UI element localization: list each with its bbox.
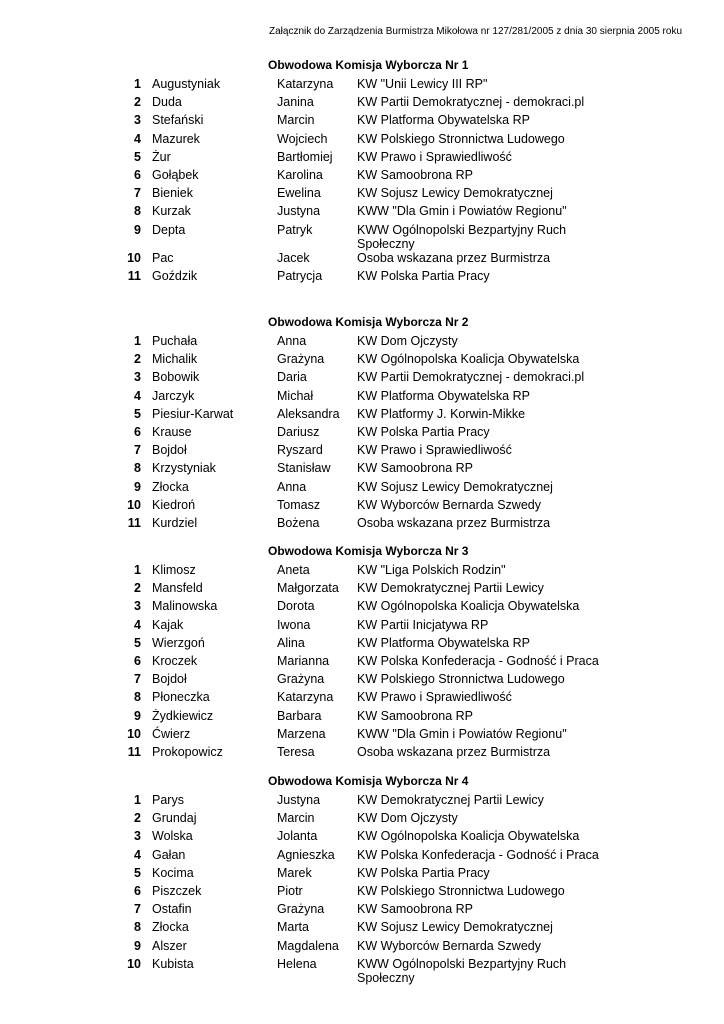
member-organization: KW Samoobrona RP xyxy=(357,902,474,917)
member-number: 1 xyxy=(134,77,141,91)
member-last-name: Parys xyxy=(152,793,184,807)
member-number: 3 xyxy=(134,829,141,844)
member-first-name: Justyna xyxy=(277,793,321,807)
member-first-name: Piotr xyxy=(277,883,303,898)
member-first-name: Dariusz xyxy=(277,424,320,439)
member-last-name: Michalik xyxy=(152,352,198,367)
member-first-name: Helena xyxy=(277,956,317,971)
member-first-name: Janina xyxy=(277,95,314,110)
member-row xyxy=(0,791,724,809)
member-number: 8 xyxy=(134,461,141,476)
member-last-name: Mazurek xyxy=(152,131,200,146)
member-organization: KW Ogólnopolska Koalicja Obywatelska xyxy=(357,829,580,844)
member-organization: KW Prawo i Sprawiedliwość xyxy=(357,149,512,164)
member-last-name: Kurdziel xyxy=(152,515,198,530)
member-organization: KW Partii Inicjatywa RP xyxy=(357,617,489,632)
member-row xyxy=(0,707,724,725)
member-number: 10 xyxy=(127,250,141,265)
member-number: 1 xyxy=(134,563,141,577)
member-row xyxy=(0,405,724,423)
member-number: 9 xyxy=(134,222,141,237)
member-organization: Osoba wskazana przez Burmistrza xyxy=(357,250,551,265)
member-first-name: Teresa xyxy=(277,744,315,759)
member-number: 4 xyxy=(134,617,141,632)
member-number: 3 xyxy=(134,370,141,385)
member-row xyxy=(0,202,724,220)
member-row xyxy=(0,166,724,184)
member-last-name: Złocka xyxy=(152,479,189,494)
member-number: 4 xyxy=(134,131,141,146)
member-last-name: Żydkiewicz xyxy=(152,708,214,723)
member-organization: KW "Unii Lewicy III RP" xyxy=(357,77,488,91)
member-number: 10 xyxy=(127,497,141,512)
member-last-name: Żur xyxy=(152,149,171,164)
member-row xyxy=(0,918,724,936)
member-last-name: Malinowska xyxy=(152,599,218,614)
member-row xyxy=(0,75,724,93)
member-last-name: Prokopowicz xyxy=(152,744,223,759)
members-list xyxy=(0,75,724,285)
member-first-name: Dorota xyxy=(277,599,315,614)
member-row xyxy=(0,809,724,827)
member-row xyxy=(0,111,724,129)
member-last-name: Ostafin xyxy=(152,902,192,917)
member-organization: KWW Ogólnopolski Bezpartyjny Ruch Społeczny xyxy=(357,222,567,251)
member-number: 11 xyxy=(127,268,141,283)
member-last-name: Bobowik xyxy=(152,370,200,385)
member-first-name: Bożena xyxy=(277,515,320,530)
member-number: 1 xyxy=(134,793,141,807)
member-last-name: Bojdoł xyxy=(152,672,187,687)
member-organization: Osoba wskazana przez Burmistrza xyxy=(357,744,551,759)
member-organization: KW "Liga Polskich Rodzin" xyxy=(357,563,506,577)
member-row xyxy=(0,496,724,514)
member-organization: KW Partii Demokratycznej - demokraci.pl xyxy=(357,95,585,110)
member-last-name: Płoneczka xyxy=(152,690,210,705)
member-first-name: Katarzyna xyxy=(277,77,334,91)
member-row xyxy=(0,514,724,532)
member-number: 2 xyxy=(134,95,141,110)
member-row xyxy=(0,332,724,350)
member-first-name: Marcin xyxy=(277,811,315,826)
member-first-name: Grażyna xyxy=(277,352,325,367)
member-first-name: Wojciech xyxy=(277,131,328,146)
member-last-name: Kocima xyxy=(152,865,194,880)
member-row xyxy=(0,561,724,579)
member-last-name: Bieniek xyxy=(152,186,193,201)
member-first-name: Marianna xyxy=(277,653,330,668)
member-row xyxy=(0,597,724,615)
member-organization: KW Prawo i Sprawiedliwość xyxy=(357,690,512,705)
member-last-name: Depta xyxy=(152,222,186,237)
member-organization: KW Polskiego Stronnictwa Ludowego xyxy=(357,131,565,146)
member-number: 7 xyxy=(134,443,141,458)
member-number: 6 xyxy=(134,167,141,182)
member-organization: KW Polska Konfederacja - Godność i Praca xyxy=(357,653,599,668)
member-first-name: Anna xyxy=(277,334,307,348)
member-number: 8 xyxy=(134,920,141,935)
member-last-name: Piesiur-Karwat xyxy=(152,406,234,421)
member-first-name: Bartłomiej xyxy=(277,149,333,164)
member-organization: KW Polska Partia Pracy xyxy=(357,268,490,283)
member-row xyxy=(0,616,724,634)
member-last-name: Kajak xyxy=(152,617,184,632)
member-last-name: Alszer xyxy=(152,938,187,953)
section-title: Obwodowa Komisja Wyborcza Nr 3 xyxy=(268,544,469,558)
member-organization: KWW "Dla Gmin i Powiatów Regionu" xyxy=(357,204,567,219)
member-number: 11 xyxy=(127,744,141,759)
section-title: Obwodowa Komisja Wyborcza Nr 1 xyxy=(268,58,469,72)
member-organization: KWW "Dla Gmin i Powiatów Regionu" xyxy=(357,726,567,741)
member-organization: KW Wyborców Bernarda Szwedy xyxy=(357,497,541,512)
section-title: Obwodowa Komisja Wyborcza Nr 2 xyxy=(268,315,469,329)
member-first-name: Patryk xyxy=(277,222,313,237)
member-row xyxy=(0,459,724,477)
header-note: Załącznik do Zarządzenia Burmistrza Mikołowa nr 127/281/2005 z dnia 30 sierpnia 2005 roku xyxy=(269,26,683,37)
member-number: 7 xyxy=(134,186,141,201)
member-first-name: Tomasz xyxy=(277,497,321,512)
member-first-name: Jacek xyxy=(277,250,310,265)
member-row xyxy=(0,900,724,918)
member-number: 7 xyxy=(134,672,141,687)
member-last-name: Piszczek xyxy=(152,883,202,898)
member-last-name: Złocka xyxy=(152,920,189,935)
member-last-name: Wolska xyxy=(152,829,193,844)
member-organization: KW Ogólnopolska Koalicja Obywatelska xyxy=(357,599,580,614)
members-list xyxy=(0,791,724,983)
member-row xyxy=(0,725,724,743)
member-number: 9 xyxy=(134,938,141,953)
section-title: Obwodowa Komisja Wyborcza Nr 4 xyxy=(268,774,469,788)
member-first-name: Stanisław xyxy=(277,461,331,476)
member-row xyxy=(0,882,724,900)
member-number: 8 xyxy=(134,690,141,705)
member-organization: Osoba wskazana przez Burmistrza xyxy=(357,515,551,530)
member-number: 2 xyxy=(134,811,141,826)
member-first-name: Justyna xyxy=(277,204,321,219)
member-first-name: Jolanta xyxy=(277,829,318,844)
member-number: 5 xyxy=(134,406,141,421)
member-organization: KW Samoobrona RP xyxy=(357,461,474,476)
member-last-name: Pac xyxy=(152,250,174,265)
member-first-name: Alina xyxy=(277,635,305,650)
member-number: 2 xyxy=(134,352,141,367)
member-last-name: Kurzak xyxy=(152,204,191,219)
member-first-name: Karolina xyxy=(277,167,323,182)
member-organization: KW Platformy J. Korwin-Mikke xyxy=(357,406,526,421)
member-number: 7 xyxy=(134,902,141,917)
member-first-name: Michał xyxy=(277,388,314,403)
member-first-name: Marcin xyxy=(277,113,315,128)
member-organization: KW Sojusz Lewicy Demokratycznej xyxy=(357,479,553,494)
member-organization: KW Polska Partia Pracy xyxy=(357,865,490,880)
member-first-name: Aleksandra xyxy=(277,406,340,421)
member-first-name: Marek xyxy=(277,865,312,880)
member-number: 5 xyxy=(134,635,141,650)
member-number: 4 xyxy=(134,388,141,403)
member-first-name: Patrycja xyxy=(277,268,323,283)
member-organization: KW Platforma Obywatelska RP xyxy=(357,635,530,650)
member-organization: KW Polska Konfederacja - Godność i Praca xyxy=(357,847,599,862)
member-number: 11 xyxy=(127,515,141,530)
member-organization: KW Polskiego Stronnictwa Ludowego xyxy=(357,672,565,687)
member-organization: KW Platforma Obywatelska RP xyxy=(357,113,530,128)
member-row xyxy=(0,387,724,405)
member-last-name: Mansfeld xyxy=(152,581,203,596)
member-last-name: Kubista xyxy=(152,956,194,971)
member-number: 8 xyxy=(134,204,141,219)
member-number: 6 xyxy=(134,424,141,439)
member-organization: KW Samoobrona RP xyxy=(357,708,474,723)
member-last-name: Wierzgoń xyxy=(152,635,205,650)
member-row xyxy=(0,955,724,983)
member-number: 2 xyxy=(134,581,141,596)
member-row xyxy=(0,423,724,441)
member-row xyxy=(0,743,724,761)
member-first-name: Iwona xyxy=(277,617,311,632)
member-first-name: Grażyna xyxy=(277,902,325,917)
member-number: 3 xyxy=(134,599,141,614)
member-organization: KW Demokratycznej Partii Lewicy xyxy=(357,793,544,807)
member-row xyxy=(0,93,724,111)
member-organization: KWW Ogólnopolski Bezpartyjny Ruch Społeczny xyxy=(357,956,567,985)
member-row xyxy=(0,267,724,285)
member-first-name: Marzena xyxy=(277,726,326,741)
member-row xyxy=(0,249,724,267)
member-organization: KW Ogólnopolska Koalicja Obywatelska xyxy=(357,352,580,367)
member-row xyxy=(0,937,724,955)
member-row xyxy=(0,670,724,688)
member-row xyxy=(0,846,724,864)
member-last-name: Grundaj xyxy=(152,811,197,826)
member-row xyxy=(0,368,724,386)
member-organization: KW Sojusz Lewicy Demokratycznej xyxy=(357,186,553,201)
member-last-name: Gołąbek xyxy=(152,167,199,182)
member-number: 4 xyxy=(134,847,141,862)
member-row xyxy=(0,579,724,597)
member-organization: KW Polska Partia Pracy xyxy=(357,424,490,439)
member-number: 6 xyxy=(134,653,141,668)
member-number: 5 xyxy=(134,865,141,880)
member-last-name: Krzystyniak xyxy=(152,461,216,476)
member-row xyxy=(0,184,724,202)
members-list xyxy=(0,561,724,761)
member-last-name: Kroczek xyxy=(152,653,198,668)
member-first-name: Daria xyxy=(277,370,307,385)
member-row xyxy=(0,688,724,706)
member-organization: KW Platforma Obywatelska RP xyxy=(357,388,530,403)
member-last-name: Puchała xyxy=(152,334,198,348)
member-last-name: Bojdoł xyxy=(152,443,187,458)
member-row xyxy=(0,827,724,845)
member-number: 10 xyxy=(127,726,141,741)
member-last-name: Krause xyxy=(152,424,192,439)
member-last-name: Gałan xyxy=(152,847,186,862)
member-number: 3 xyxy=(134,113,141,128)
member-first-name: Marta xyxy=(277,920,309,935)
member-first-name: Ryszard xyxy=(277,443,323,458)
member-last-name: Klimosz xyxy=(152,563,196,577)
member-first-name: Katarzyna xyxy=(277,690,334,705)
member-number: 10 xyxy=(127,956,141,971)
member-last-name: Duda xyxy=(152,95,182,110)
member-number: 1 xyxy=(134,334,141,348)
member-row xyxy=(0,478,724,496)
member-number: 5 xyxy=(134,149,141,164)
member-number: 6 xyxy=(134,883,141,898)
member-organization: KW Dom Ojczysty xyxy=(357,334,458,348)
member-row xyxy=(0,864,724,882)
member-organization: KW Dom Ojczysty xyxy=(357,811,458,826)
member-first-name: Anna xyxy=(277,479,307,494)
member-first-name: Magdalena xyxy=(277,938,339,953)
member-last-name: Augustyniak xyxy=(152,77,221,91)
member-row xyxy=(0,441,724,459)
member-organization: KW Partii Demokratycznej - demokraci.pl xyxy=(357,370,585,385)
member-organization: KW Polskiego Stronnictwa Ludowego xyxy=(357,883,565,898)
member-first-name: Grażyna xyxy=(277,672,325,687)
member-first-name: Agnieszka xyxy=(277,847,335,862)
member-first-name: Małgorzata xyxy=(277,581,339,596)
member-organization: KW Sojusz Lewicy Demokratycznej xyxy=(357,920,553,935)
member-row xyxy=(0,652,724,670)
member-first-name: Ewelina xyxy=(277,186,321,201)
member-number: 9 xyxy=(134,479,141,494)
member-first-name: Barbara xyxy=(277,708,322,723)
member-row xyxy=(0,130,724,148)
member-row xyxy=(0,221,724,249)
member-number: 9 xyxy=(134,708,141,723)
members-list xyxy=(0,332,724,532)
member-row xyxy=(0,634,724,652)
member-organization: KW Samoobrona RP xyxy=(357,167,474,182)
member-last-name: Stefański xyxy=(152,113,204,128)
member-last-name: Jarczyk xyxy=(152,388,195,403)
member-last-name: Goździk xyxy=(152,268,198,283)
member-organization: KW Demokratycznej Partii Lewicy xyxy=(357,581,544,596)
member-last-name: Ćwierz xyxy=(152,726,191,741)
member-last-name: Kiedroń xyxy=(152,497,196,512)
member-organization: KW Wyborców Bernarda Szwedy xyxy=(357,938,541,953)
member-row xyxy=(0,148,724,166)
member-first-name: Aneta xyxy=(277,563,310,577)
member-organization: KW Prawo i Sprawiedliwość xyxy=(357,443,512,458)
member-row xyxy=(0,350,724,368)
